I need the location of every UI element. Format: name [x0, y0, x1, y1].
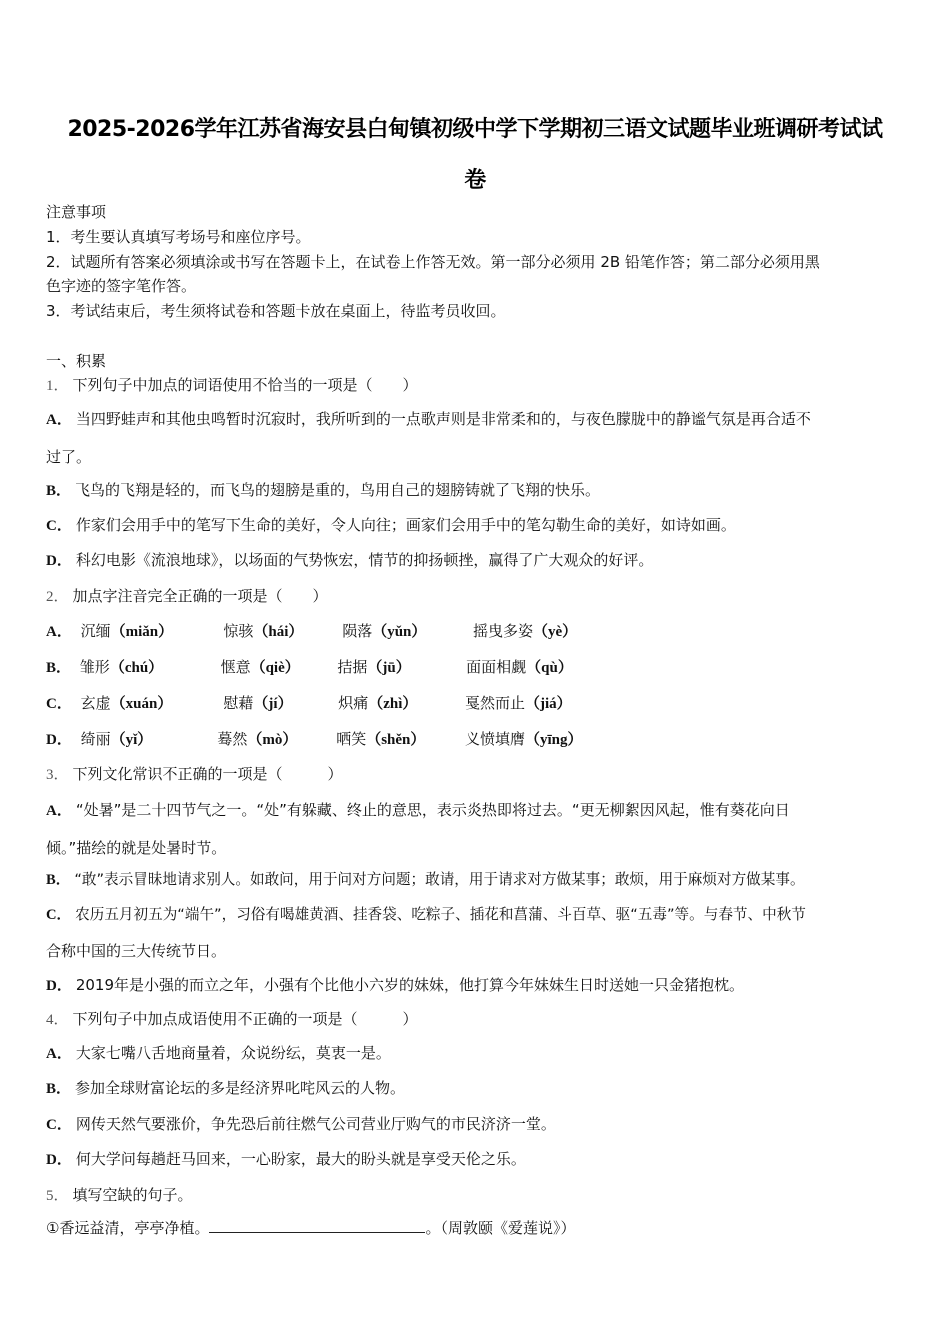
- fill-prefix: ①香远益清，亭亭净植。: [46, 1219, 210, 1237]
- pinyin-item: 义愤填膺（yīng）: [464, 730, 583, 748]
- question-number: 3．: [46, 767, 69, 783]
- option-text: 2019年是小强的而立之年，小强有个比他小六岁的妹妹，他打算今年妹妹生日时送她一只金猪抱枕。: [75, 976, 745, 994]
- q1-option-c: [46, 515, 736, 536]
- question-number: 4．: [46, 1012, 69, 1028]
- pinyin-item: 拮据（jū）: [337, 658, 411, 676]
- option-label: D．: [46, 978, 72, 994]
- option-label: B．: [46, 1081, 72, 1097]
- q3-option-c: [46, 905, 806, 925]
- question-number: 1．: [46, 378, 69, 394]
- option-text: 当四野蛙声和其他虫鸣暂时沉寂时，我所听到的一点歌声则是非常柔和的，与夜色朦胧中的静谧气氛是再合适不: [75, 410, 811, 428]
- option-text: “敢”表示冒昧地请求别人。如敢问，用于问对方问题；敢请，用于请求对方做某事；敢烦，用于麻烦对方做某事。: [74, 871, 805, 888]
- question-2-stem: [46, 586, 328, 607]
- question-4-stem: [46, 1009, 418, 1030]
- q1-option-d: [46, 550, 653, 571]
- pinyin-item: 雏形（chú）: [79, 658, 164, 676]
- option-label: C．: [46, 907, 72, 923]
- option-label: A．: [46, 624, 72, 640]
- notice-item-3: 3．考试结束后，考生须将试卷和答题卡放在桌面上，待监考员收回。: [46, 302, 506, 320]
- q3-option-b: [46, 870, 805, 890]
- q5-item-1: [46, 1218, 575, 1238]
- pinyin-item: 摇曳多姿（yè）: [472, 622, 578, 640]
- fill-suffix: 。（周敦颐《爱莲说》）: [425, 1219, 576, 1237]
- option-text: “处暑”是二十四节气之一。“处”有躲藏、终止的意思，表示炎热即将过去。“更无柳絮因风起，惟有葵花向日: [75, 801, 790, 819]
- q2-option-b: [46, 657, 573, 678]
- option-text: 作家们会用手中的笔写下生命的美好，令人向往；画家们会用手中的笔勾勒生命的美好，如诗如画。: [75, 516, 736, 534]
- option-text: 参加全球财富论坛的多是经济界叱咤风云的人物。: [75, 1079, 406, 1097]
- pinyin-item: 面面相觑（qù）: [466, 658, 573, 676]
- option-text: 何大学问每趟赶马回来，一心盼家，最大的盼头就是享受天伦之乐。: [75, 1150, 526, 1168]
- option-label: B．: [46, 660, 72, 676]
- pinyin-item: 沉缅（miǎn）: [80, 622, 174, 640]
- exam-title-line1: 2025-2026学年江苏省海安县白甸镇初级中学下学期初三语文试题毕业班调研考试试: [67, 117, 883, 142]
- exam-title-line2: 卷: [464, 168, 486, 193]
- q2-option-c: [46, 693, 572, 714]
- question-text: 加点字注音完全正确的一项是（ ）: [72, 587, 328, 605]
- option-label: D．: [46, 553, 72, 569]
- fill-in-blank[interactable]: [209, 1218, 425, 1233]
- notice-item-2-cont: 色字迹的签字笔作答。: [46, 277, 197, 295]
- q4-option-a: [46, 1043, 391, 1064]
- notice-item-1: 1．考生要认真填写考场号和座位序号。: [46, 228, 311, 246]
- pinyin-item: 炽痛（zhì）: [338, 694, 418, 712]
- option-label: A．: [46, 412, 72, 428]
- section-heading: 一、积累: [46, 352, 107, 370]
- pinyin-item: 惬意（qiè）: [220, 658, 300, 676]
- question-text: 下列文化常识不正确的一项是（ ）: [72, 765, 343, 783]
- option-label: D．: [46, 1152, 72, 1168]
- notice-item-2: 2．试题所有答案必须填涂或书写在答题卡上，在试卷上作答无效。第一部分必须用 2B 铅笔作答；第二部分必须用黑: [46, 253, 820, 271]
- pinyin-item: 惊骇（hái）: [223, 622, 304, 640]
- option-label: C．: [46, 518, 72, 534]
- question-text: 下列句子中加点成语使用不正确的一项是（ ）: [72, 1010, 418, 1028]
- question-number: 2．: [46, 589, 69, 605]
- pinyin-item: 陨落（yǔn）: [342, 622, 427, 640]
- option-text: 网传天然气要涨价，争先恐后前往燃气公司营业厅购气的市民济济一堂。: [75, 1115, 556, 1133]
- question-1-stem: [46, 375, 418, 396]
- option-label: A．: [46, 1046, 72, 1062]
- notice-heading: 注意事项: [46, 203, 107, 221]
- question-3-stem: [46, 764, 343, 785]
- pinyin-item: 慰藉（jí）: [223, 694, 293, 712]
- pinyin-item: 绮丽（yǐ）: [80, 730, 153, 748]
- q3-option-a-cont: 倾。”描绘的就是处暑时节。: [46, 839, 227, 857]
- option-label: B．: [46, 872, 71, 888]
- option-text: 科幻电影《流浪地球》，以场面的气势恢宏，情节的抑扬顿挫，赢得了广大观众的好评。: [75, 551, 654, 569]
- q4-option-c: [46, 1114, 556, 1135]
- q3-option-a: [46, 800, 790, 821]
- question-number: 5．: [46, 1188, 69, 1204]
- q3-option-d: [46, 975, 744, 996]
- q3-option-c-cont: 合称中国的三大传统节日。: [46, 942, 227, 960]
- option-text: 农历五月初五为“端午”，习俗有喝雄黄酒、挂香袋、吃粽子、插花和菖蒲、斗百草、驱“五毒”等。与春节、中秋节: [75, 906, 806, 923]
- option-label: A．: [46, 803, 72, 819]
- pinyin-item: 戛然而止（jiá）: [464, 694, 572, 712]
- question-5-stem: [46, 1185, 193, 1206]
- option-text: 大家七嘴八舌地商量着，众说纷纭，莫衷一是。: [75, 1044, 391, 1062]
- q2-option-a: [46, 621, 577, 642]
- option-label: B．: [46, 483, 72, 499]
- q1-option-b: [46, 480, 600, 501]
- option-label: C．: [46, 1117, 72, 1133]
- pinyin-item: 玄虚（xuán）: [80, 694, 173, 712]
- q4-option-b: [46, 1078, 405, 1099]
- q4-option-d: [46, 1149, 526, 1170]
- option-label: C．: [46, 696, 72, 712]
- question-text: 下列句子中加点的词语使用不恰当的一项是（ ）: [72, 376, 418, 394]
- pinyin-item: 哂笑（shěn）: [336, 730, 426, 748]
- q1-option-a-cont: 过了。: [46, 448, 92, 466]
- option-label: D．: [46, 732, 72, 748]
- q1-option-a: [46, 409, 811, 430]
- q2-option-d: [46, 729, 583, 750]
- question-text: 填写空缺的句子。: [72, 1186, 193, 1204]
- option-text: 飞鸟的飞翔是轻的，而飞鸟的翅膀是重的，鸟用自己的翅膀铸就了飞翔的快乐。: [75, 481, 601, 499]
- pinyin-item: 蓦然（mò）: [217, 730, 298, 748]
